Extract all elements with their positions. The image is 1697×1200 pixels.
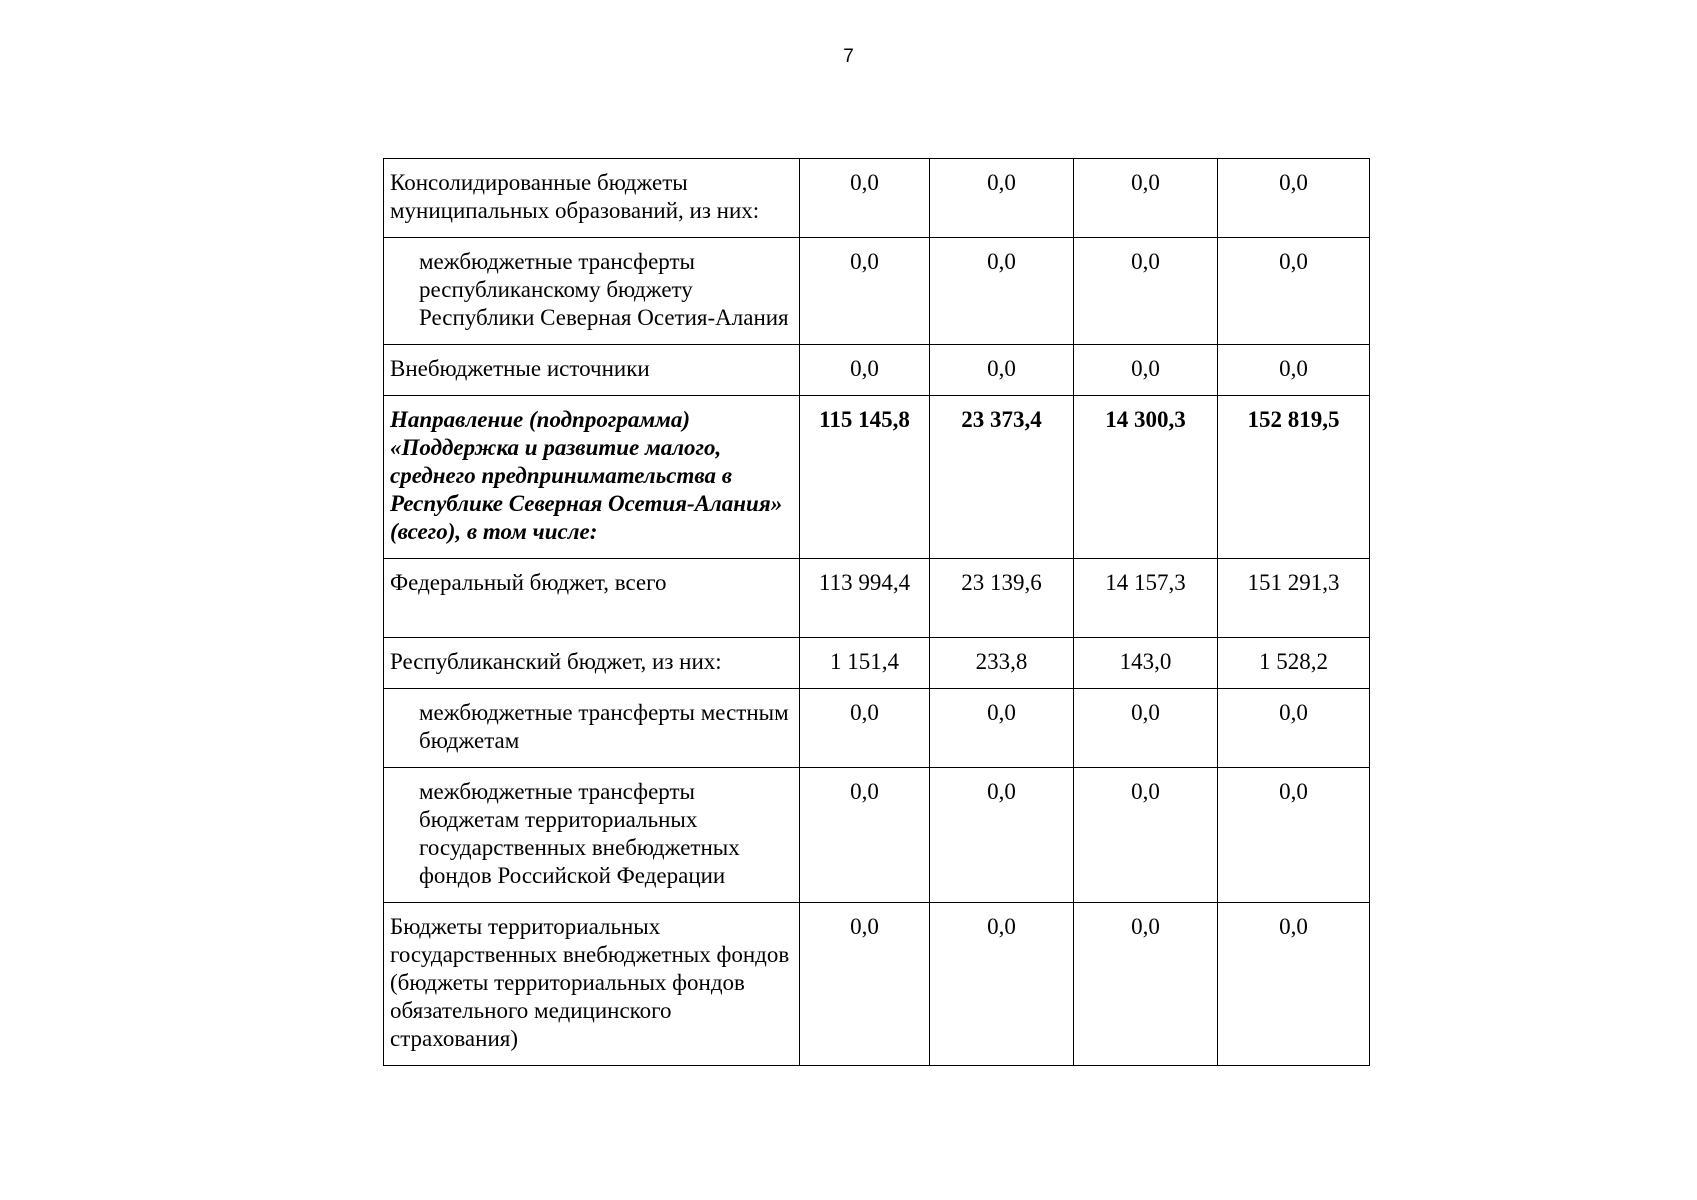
row-value: 1 151,4 <box>800 638 930 689</box>
row-label: Консолидированные бюджеты муниципальных образований, из них: <box>384 159 800 238</box>
row-value: 0,0 <box>930 345 1074 396</box>
table-row <box>384 159 1370 238</box>
row-value: 0,0 <box>1218 689 1370 768</box>
row-value: 0,0 <box>1074 238 1218 345</box>
row-value: 14 157,3 <box>1074 559 1218 638</box>
row-label: Направление (подпрограмма) «Поддержка и развитие малого, среднего предпринимательства в Республике Северная Осетия-Алания» (всего), в том числе: <box>384 396 800 559</box>
row-value: 0,0 <box>930 903 1074 1066</box>
row-value: 0,0 <box>930 768 1074 903</box>
row-value: 0,0 <box>1218 238 1370 345</box>
row-value: 0,0 <box>930 159 1074 238</box>
row-value: 143,0 <box>1074 638 1218 689</box>
row-value: 0,0 <box>800 768 930 903</box>
row-value: 0,0 <box>800 689 930 768</box>
row-value: 0,0 <box>800 903 930 1066</box>
row-value: 0,0 <box>1074 345 1218 396</box>
row-value: 0,0 <box>1218 903 1370 1066</box>
row-label: межбюджетные трансферты бюджетам территориальных государственных внебюджетных фондов Российской Федерации <box>384 768 800 903</box>
row-label: межбюджетные трансферты местным бюджетам <box>384 689 800 768</box>
table-row <box>384 345 1370 396</box>
row-value: 113 994,4 <box>800 559 930 638</box>
row-value: 23 139,6 <box>930 559 1074 638</box>
row-value: 0,0 <box>1218 768 1370 903</box>
row-label: Республиканский бюджет, из них: <box>384 638 800 689</box>
row-value: 151 291,3 <box>1218 559 1370 638</box>
table-row <box>384 559 1370 638</box>
table-row-subprogram-total <box>384 396 1370 559</box>
row-value: 0,0 <box>930 689 1074 768</box>
row-value: 1 528,2 <box>1218 638 1370 689</box>
row-value: 0,0 <box>1074 159 1218 238</box>
row-value: 0,0 <box>800 238 930 345</box>
row-value: 115 145,8 <box>800 396 930 559</box>
budget-table <box>383 158 1370 1066</box>
row-label: Бюджеты территориальных государственных внебюджетных фондов (бюджеты территориальных фондов обязательного медицинского страхования) <box>384 903 800 1066</box>
row-value: 152 819,5 <box>1218 396 1370 559</box>
row-value: 0,0 <box>1218 345 1370 396</box>
page-number: 7 <box>843 46 854 67</box>
row-value: 233,8 <box>930 638 1074 689</box>
row-value: 0,0 <box>1074 689 1218 768</box>
row-value: 0,0 <box>1074 903 1218 1066</box>
row-value: 0,0 <box>1218 159 1370 238</box>
table-row <box>384 903 1370 1066</box>
table-row <box>384 689 1370 768</box>
table-row <box>384 768 1370 903</box>
row-label: Федеральный бюджет, всего <box>384 559 800 638</box>
table-row <box>384 638 1370 689</box>
row-value: 14 300,3 <box>1074 396 1218 559</box>
row-value: 0,0 <box>800 345 930 396</box>
row-label: Внебюджетные источники <box>384 345 800 396</box>
row-label: межбюджетные трансферты республиканскому бюджету Республики Северная Осетия-Алания <box>384 238 800 345</box>
table-row <box>384 238 1370 345</box>
row-value: 0,0 <box>930 238 1074 345</box>
row-value: 0,0 <box>1074 768 1218 903</box>
row-value: 23 373,4 <box>930 396 1074 559</box>
row-value: 0,0 <box>800 159 930 238</box>
